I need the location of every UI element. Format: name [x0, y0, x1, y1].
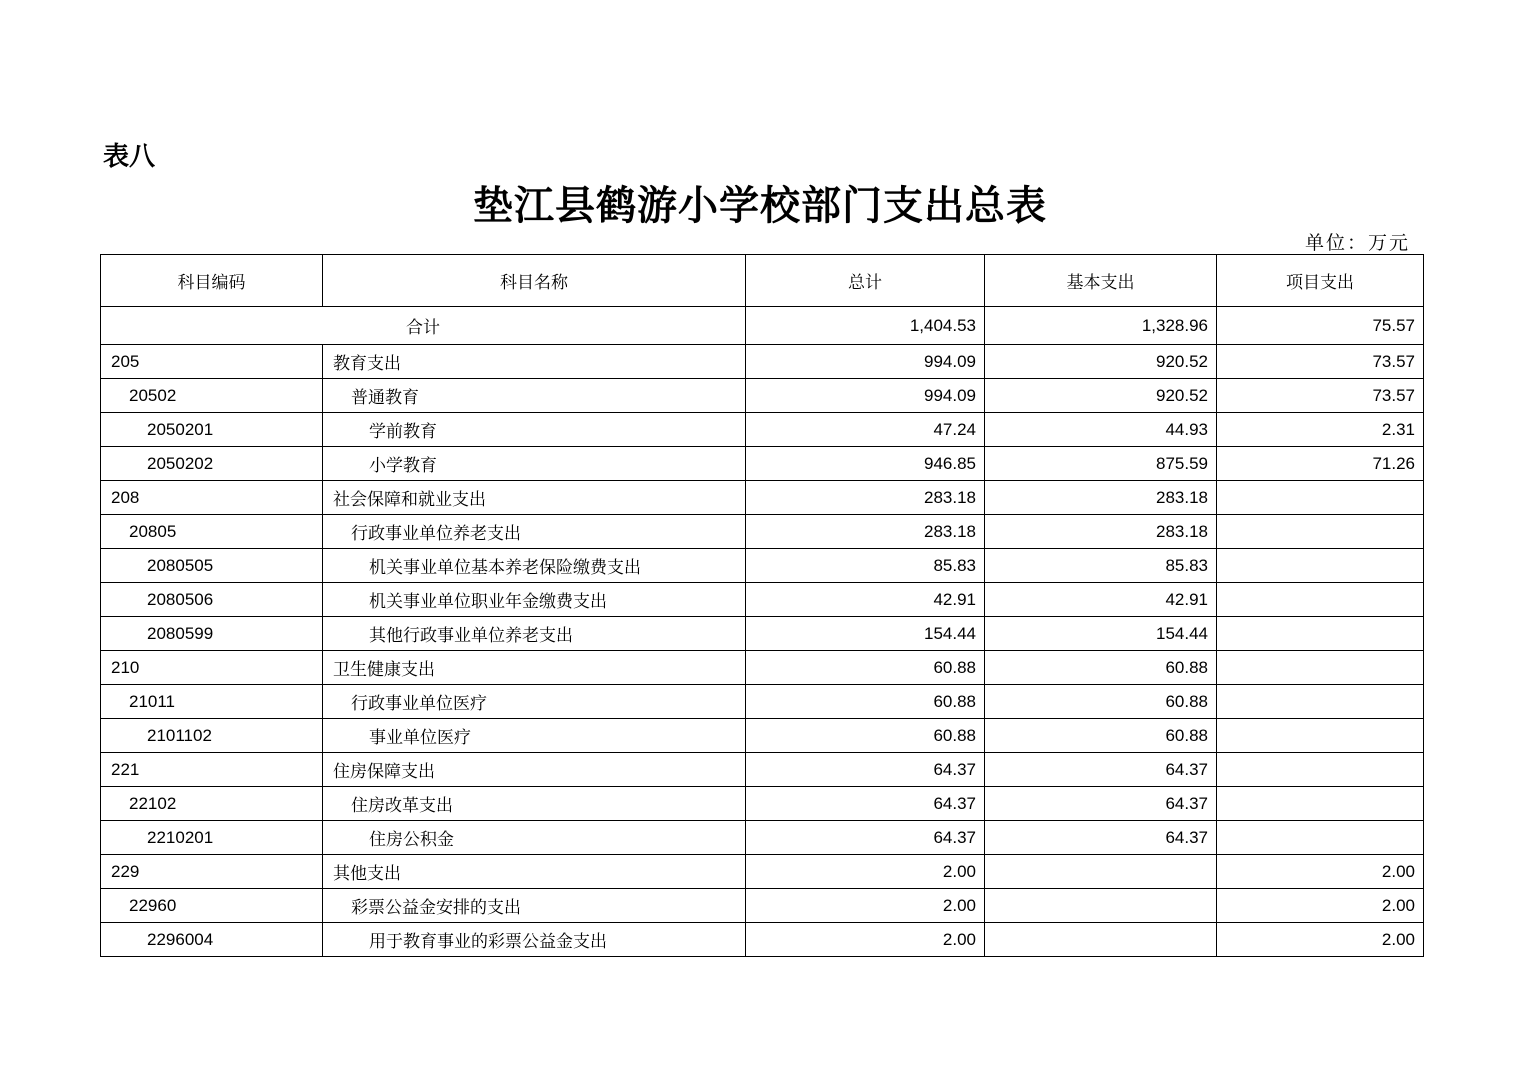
- table-number-label: 表八: [103, 142, 156, 172]
- table-row: [101, 617, 1424, 651]
- total-cell: 946.85: [746, 447, 985, 481]
- header-subject-name: 科目名称: [323, 255, 746, 307]
- basic-cell: 85.83: [985, 549, 1217, 583]
- project-cell: [1217, 685, 1424, 719]
- total-cell: 60.88: [746, 685, 985, 719]
- project-cell: [1217, 821, 1424, 855]
- header-row: [101, 255, 1424, 307]
- total-cell: 60.88: [746, 719, 985, 753]
- table-row: [101, 685, 1424, 719]
- subject-name-cell: 住房改革支出: [323, 787, 746, 821]
- table-row: [101, 855, 1424, 889]
- subject-name-cell: 社会保障和就业支出: [323, 481, 746, 515]
- project-cell: [1217, 549, 1424, 583]
- basic-cell: 60.88: [985, 685, 1217, 719]
- table-row: [101, 651, 1424, 685]
- project-cell: [1217, 787, 1424, 821]
- basic-cell: 60.88: [985, 651, 1217, 685]
- table-row: [101, 889, 1424, 923]
- table-row: [101, 413, 1424, 447]
- table-row: [101, 923, 1424, 957]
- subject-code-cell: 22960: [101, 889, 323, 923]
- project-cell: [1217, 481, 1424, 515]
- basic-cell: 60.88: [985, 719, 1217, 753]
- total-cell: 42.91: [746, 583, 985, 617]
- total-cell: 283.18: [746, 515, 985, 549]
- basic-cell: 44.93: [985, 413, 1217, 447]
- subject-code-cell: 2080505: [101, 549, 323, 583]
- project-cell: 2.31: [1217, 413, 1424, 447]
- project-cell: 73.57: [1217, 345, 1424, 379]
- project-cell: [1217, 617, 1424, 651]
- total-cell: 85.83: [746, 549, 985, 583]
- project-cell: [1217, 719, 1424, 753]
- subject-code-cell: 20805: [101, 515, 323, 549]
- subject-code-cell: 221: [101, 753, 323, 787]
- total-basic: 1,328.96: [985, 307, 1217, 345]
- subject-name-cell: 教育支出: [323, 345, 746, 379]
- basic-cell: 283.18: [985, 481, 1217, 515]
- basic-cell: 42.91: [985, 583, 1217, 617]
- subject-code-cell: 210: [101, 651, 323, 685]
- total-row: [101, 307, 1424, 345]
- total-cell: 2.00: [746, 855, 985, 889]
- subject-code-cell: 20502: [101, 379, 323, 413]
- subject-code-cell: 2050201: [101, 413, 323, 447]
- subject-code-cell: 2080599: [101, 617, 323, 651]
- total-cell: 47.24: [746, 413, 985, 447]
- project-cell: 2.00: [1217, 889, 1424, 923]
- basic-cell: 154.44: [985, 617, 1217, 651]
- subject-name-cell: 其他行政事业单位养老支出: [323, 617, 746, 651]
- table-row: [101, 481, 1424, 515]
- table-row: [101, 549, 1424, 583]
- subject-name-cell: 用于教育事业的彩票公益金支出: [323, 923, 746, 957]
- header-project-expenditure: 项目支出: [1217, 255, 1424, 307]
- subject-code-cell: 2296004: [101, 923, 323, 957]
- table-row: [101, 787, 1424, 821]
- basic-cell: 875.59: [985, 447, 1217, 481]
- table-row: [101, 447, 1424, 481]
- subject-name-cell: 学前教育: [323, 413, 746, 447]
- table-row: [101, 515, 1424, 549]
- subject-code-cell: 21011: [101, 685, 323, 719]
- subject-name-cell: 住房保障支出: [323, 753, 746, 787]
- subject-name-cell: 彩票公益金安排的支出: [323, 889, 746, 923]
- basic-cell: 283.18: [985, 515, 1217, 549]
- table-row: [101, 379, 1424, 413]
- subject-name-cell: 行政事业单位养老支出: [323, 515, 746, 549]
- subject-code-cell: 2210201: [101, 821, 323, 855]
- header-basic-expenditure: 基本支出: [985, 255, 1217, 307]
- project-cell: 2.00: [1217, 855, 1424, 889]
- basic-cell: [985, 923, 1217, 957]
- page-title: 垫江县鹤游小学校部门支出总表: [473, 182, 1047, 229]
- unit-label: 单位：万元: [1304, 232, 1410, 254]
- subject-name-cell: 小学教育: [323, 447, 746, 481]
- subject-code-cell: 22102: [101, 787, 323, 821]
- project-cell: [1217, 583, 1424, 617]
- total-cell: 64.37: [746, 821, 985, 855]
- subject-name-cell: 住房公积金: [323, 821, 746, 855]
- subject-code-cell: 2101102: [101, 719, 323, 753]
- subject-code-cell: 2080506: [101, 583, 323, 617]
- subject-code-cell: 208: [101, 481, 323, 515]
- subject-name-cell: 行政事业单位医疗: [323, 685, 746, 719]
- table-row: [101, 719, 1424, 753]
- project-cell: 2.00: [1217, 923, 1424, 957]
- total-cell: 154.44: [746, 617, 985, 651]
- basic-cell: 64.37: [985, 821, 1217, 855]
- project-cell: 71.26: [1217, 447, 1424, 481]
- basic-cell: 920.52: [985, 345, 1217, 379]
- total-cell: 64.37: [746, 753, 985, 787]
- basic-cell: [985, 855, 1217, 889]
- project-cell: [1217, 651, 1424, 685]
- total-cell: 283.18: [746, 481, 985, 515]
- header-total: 总计: [746, 255, 985, 307]
- header-subject-code: 科目编码: [101, 255, 323, 307]
- basic-cell: 920.52: [985, 379, 1217, 413]
- total-project: 75.57: [1217, 307, 1424, 345]
- subject-name-cell: 其他支出: [323, 855, 746, 889]
- total-cell: 994.09: [746, 379, 985, 413]
- project-cell: [1217, 515, 1424, 549]
- subject-name-cell: 机关事业单位职业年金缴费支出: [323, 583, 746, 617]
- table-row: [101, 753, 1424, 787]
- table-row: [101, 345, 1424, 379]
- subject-code-cell: 2050202: [101, 447, 323, 481]
- project-cell: [1217, 753, 1424, 787]
- subject-name-cell: 机关事业单位基本养老保险缴费支出: [323, 549, 746, 583]
- subject-name-cell: 普通教育: [323, 379, 746, 413]
- total-cell: 2.00: [746, 923, 985, 957]
- expenditure-table: [100, 254, 1424, 957]
- total-label: 合计: [101, 307, 746, 345]
- basic-cell: 64.37: [985, 787, 1217, 821]
- total-cell: 64.37: [746, 787, 985, 821]
- table-row: [101, 583, 1424, 617]
- table-row: [101, 821, 1424, 855]
- basic-cell: 64.37: [985, 753, 1217, 787]
- basic-cell: [985, 889, 1217, 923]
- subject-code-cell: 205: [101, 345, 323, 379]
- subject-code-cell: 229: [101, 855, 323, 889]
- project-cell: 73.57: [1217, 379, 1424, 413]
- subject-name-cell: 事业单位医疗: [323, 719, 746, 753]
- subject-name-cell: 卫生健康支出: [323, 651, 746, 685]
- total-amount: 1,404.53: [746, 307, 985, 345]
- total-cell: 60.88: [746, 651, 985, 685]
- total-cell: 994.09: [746, 345, 985, 379]
- total-cell: 2.00: [746, 889, 985, 923]
